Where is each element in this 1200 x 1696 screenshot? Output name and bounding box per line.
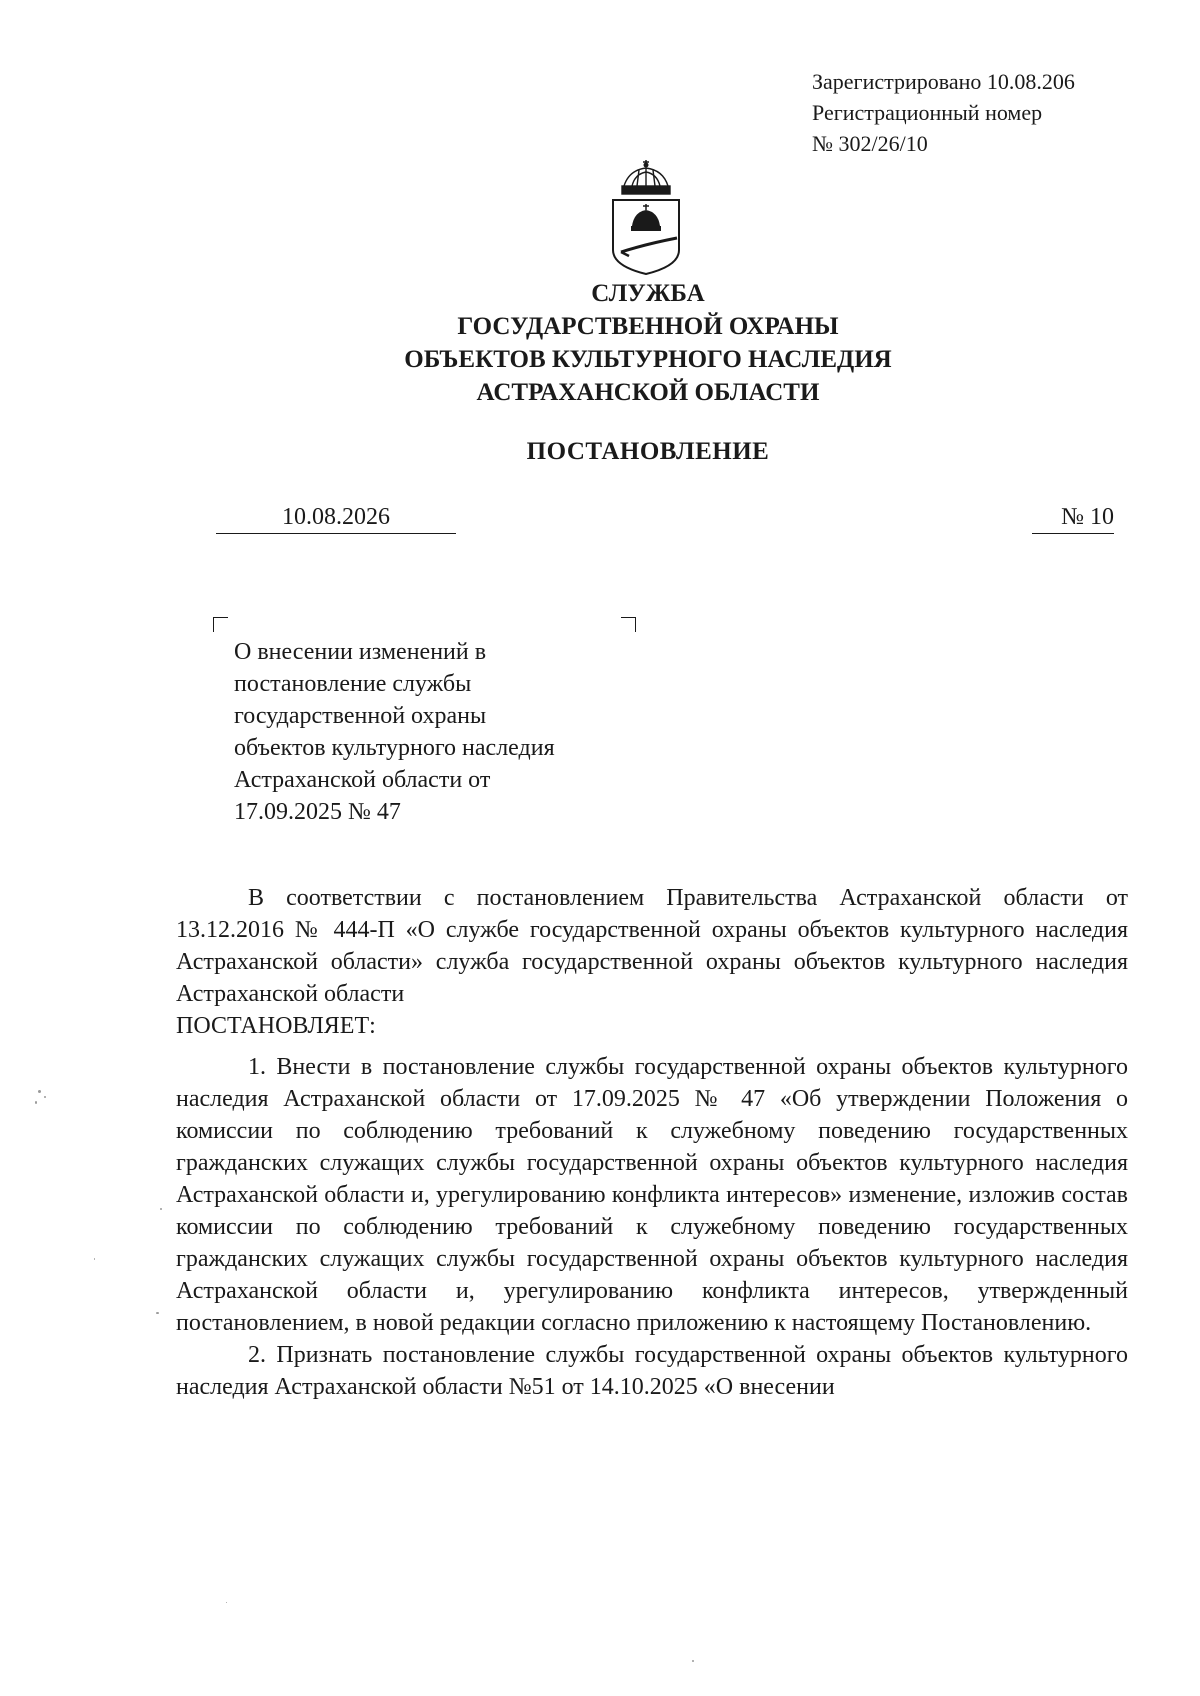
- document-number: № 10: [1032, 504, 1114, 534]
- registration-number: № 302/26/10: [812, 131, 928, 156]
- document-date: 10.08.2026: [216, 504, 456, 534]
- document-type: ПОСТАНОВЛЕНИЕ: [526, 438, 770, 465]
- astrakhan-coat-of-arms-icon: [599, 160, 693, 278]
- subject-bracket-left: [213, 617, 228, 632]
- item-2-paragraph: 2. Признать постановление службы государственной охраны объектов культурного наследия Астраханской области №51 от 14.10.2025 «О внесении: [176, 1342, 1128, 1400]
- registration-line: Зарегистрировано 10.08.206: [812, 69, 1075, 94]
- item-1-paragraph: 1. Внести в постановление службы государственной охраны объектов культурного наследия Астраханской области от 17.09.2025 № 47 «Об утверждении Положения о комиссии по соблюдению требований к служебному поведению государственных гражданских служащих службы государственной охраны объектов культурного наследия Астраханской области и, урегулированию конфликта интересов» изменение, изложив состав комиссии по соблюдению требований к служебному поведению государственных гражданских служащих службы государственной охраны объектов культурного наследия Астраханской области и, урегулированию конфликта интересов, утвержденный постановлением, в новой редакции согласно приложению к настоящему Постановлению.: [176, 1054, 1128, 1336]
- organization-name: СЛУЖБА ГОСУДАРСТВЕННОЙ ОХРАНЫ ОБЪЕКТОВ КУЛЬТУРНОГО НАСЛЕДИЯ АСТРАХАНСКОЙ ОБЛАСТИ: [404, 280, 892, 406]
- registration-stamp: [812, 66, 1075, 159]
- document-body: [176, 882, 1128, 1403]
- preamble-paragraph: В соответствии с постановлением Правительства Астраханской области от 13.12.2016 № 444-П «О службе государственной охраны объектов культурного наследия Астраханской области» служба государственной охраны объектов культурного наследия Астраханской области: [176, 885, 1128, 1007]
- document-subject: О внесении изменений в постановление службы государственной охраны объектов культурного наследия Астраханской области от 17.09.2025 № 47: [234, 639, 555, 825]
- decree-word: ПОСТАНОВЛЯЕТ:: [176, 1013, 376, 1039]
- subject-bracket-right: [621, 617, 636, 632]
- registration-line: Регистрационный номер: [812, 100, 1043, 125]
